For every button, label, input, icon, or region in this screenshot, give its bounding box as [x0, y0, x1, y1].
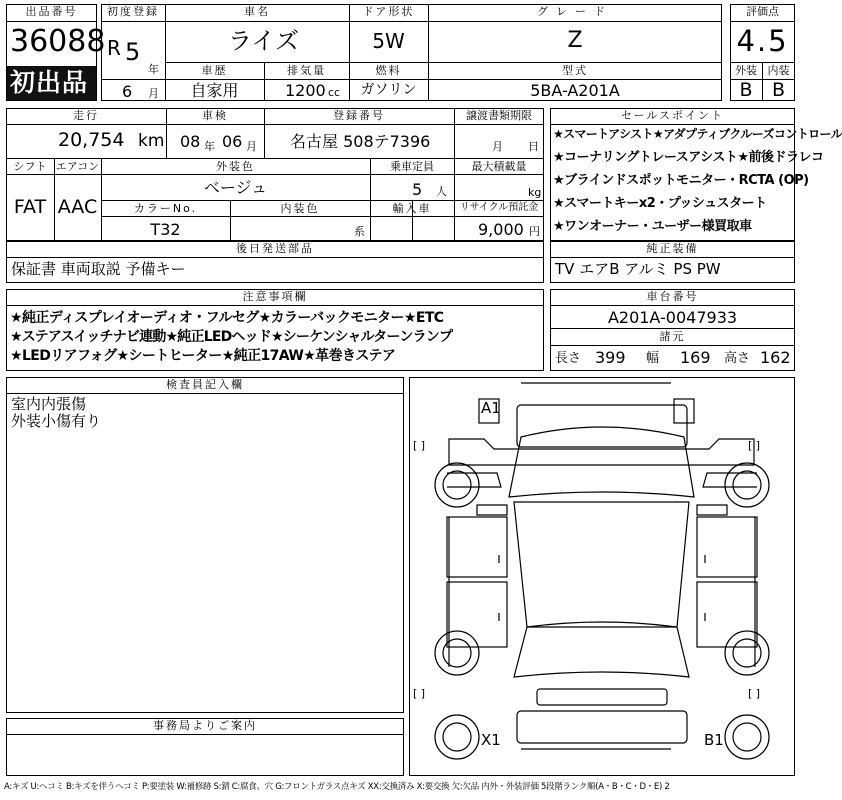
grade-label: グレード: [537, 5, 613, 18]
first-reg-label: 初度登録: [107, 5, 159, 18]
first-listing-text: 初出品: [10, 68, 89, 97]
color-no-label: カラーNo.: [133, 202, 198, 215]
lot-number-label: 出品番号: [25, 5, 78, 18]
recycle-fee: 9,000: [478, 220, 524, 239]
ext-color: ベージュ: [203, 178, 268, 197]
reg-year: 5: [125, 38, 141, 66]
note-line: ★純正ディスプレイオーディオ・フルセグ★カラーバックモニター★ETC: [10, 310, 444, 326]
inspection-month: 06: [222, 132, 243, 151]
reg-year-unit: 年: [148, 63, 159, 76]
fuel-label: 燃料: [375, 64, 402, 77]
mileage-unit: km: [138, 131, 165, 151]
inspector-note: 室内内張傷: [11, 395, 87, 413]
genuine-equipment-label: 純正装備: [646, 242, 699, 255]
door-label: ドア形状: [362, 5, 415, 18]
bracket-left-bottom: [ ]: [413, 687, 426, 700]
height-label: 高さ: [724, 351, 751, 366]
width: 169: [680, 348, 711, 367]
history-label: 車歴: [201, 64, 228, 77]
genuine-equipment: TV エアB アルミ PS PW: [555, 260, 721, 278]
capacity-label: 乗車定員: [390, 160, 434, 173]
mileage: 20,754: [58, 129, 125, 151]
shift: FAT: [13, 196, 47, 218]
chassis-number: A201A-0047933: [607, 308, 738, 327]
displacement-label: 排気量: [287, 64, 326, 77]
sales-point: ★スマートキーx2・プッシュスタート: [553, 196, 767, 211]
transfer-day-unit: 日: [528, 140, 539, 153]
reg-month-unit: 月: [148, 87, 159, 100]
int-color-unit: 系: [354, 225, 365, 238]
score-label: 評価点: [746, 5, 779, 18]
car-name: ライズ: [228, 27, 300, 55]
ext-grade: B: [739, 79, 753, 101]
ac-label: エアコン: [55, 160, 100, 173]
transfer-deadline-label: 譲渡書類期限: [466, 109, 532, 122]
length-label: 長さ: [555, 351, 582, 366]
fuel: ガソリン: [360, 82, 417, 98]
registration-label: 登録番号: [333, 109, 385, 122]
displacement-unit: cc: [328, 86, 341, 99]
inspection-year-unit: 年: [204, 140, 215, 153]
ac: AAC: [57, 196, 98, 218]
sales-point: ★コーナリングトレースアシスト★前後ドラレコ: [553, 150, 824, 165]
int-grade-label: 内装: [767, 64, 790, 77]
sales-point: ★ワンオーナー・ユーザー様買取車: [553, 219, 752, 234]
recycle-label: リサイクル預託金: [459, 202, 539, 213]
color-no: T32: [150, 220, 181, 239]
max-load-label: 最大積載量: [471, 160, 527, 173]
max-load-unit: kg: [528, 186, 542, 199]
grade: Z: [567, 28, 583, 53]
inspector-label: 検査員記入欄: [166, 378, 244, 391]
sales-point: ★ブラインドスポットモニター・RCTA (OP): [553, 173, 809, 188]
chassis-label: 車台番号: [646, 290, 699, 303]
door-type: 5W: [372, 29, 405, 53]
height: 162: [760, 348, 791, 367]
transfer-month-unit: 月: [492, 140, 503, 153]
reg-month: 6: [122, 82, 133, 101]
inspection-year: 08: [180, 132, 201, 151]
score: 4.5: [736, 24, 789, 58]
capacity-unit: 人: [436, 185, 447, 198]
era: R: [107, 36, 121, 60]
notes-label: 注意事項欄: [242, 290, 308, 303]
note-line: ★LEDリアフォグ★シートヒーター★純正17AW★革巻きステア: [10, 348, 396, 364]
inspector-note: 外装小傷有り: [11, 412, 102, 430]
mileage-label: 走行: [73, 109, 99, 122]
capacity: 5: [412, 180, 423, 199]
lot-number: 36088: [10, 24, 106, 59]
recycle-unit: 円: [529, 225, 540, 238]
diagram-label-b1: B1: [704, 731, 724, 749]
displacement: 1200: [285, 81, 326, 100]
shift-label: シフト: [13, 160, 47, 173]
ext-color-label: 外装色: [216, 160, 255, 173]
diagram-label-a1: A1: [481, 399, 501, 417]
bracket-left-top: [ ]: [413, 439, 426, 452]
bracket-right-bottom: [ ]: [748, 687, 761, 700]
sales-points-label: セールスポイント: [620, 109, 724, 122]
import-label: 輸入車: [392, 202, 432, 215]
car-diagram: [409, 377, 795, 776]
length: 399: [595, 348, 626, 367]
damage-legend: A:キズ U:ヘコミ B:キズを伴うヘコミ P:要塗装 W:補修跡 S:錆 C:腐食、穴 G:フロントガラス点キズ XX:交換済み X:要交換 欠:欠品 内外・外装評価 5段階ランク順(A・B・C・D・E) 2: [4, 782, 670, 792]
inspection-label: 車検: [202, 109, 228, 122]
spec-label: 諸元: [659, 330, 686, 343]
inspection-month-unit: 月: [246, 140, 257, 153]
bracket-right-top: [ ]: [748, 439, 761, 452]
note-line: ★ステアスイッチナビ連動★純正LEDヘッド★シーケンシャルターンランプ: [10, 329, 453, 345]
office-label: 事務局よりご案内: [153, 719, 257, 732]
int-color-label: 内装色: [280, 202, 320, 215]
int-grade: B: [771, 79, 786, 101]
parts-items: 保証書 車両取説 予備キー: [11, 260, 186, 278]
parts-label: 後日発送部品: [236, 242, 314, 255]
width-label: 幅: [646, 351, 660, 366]
registration-number: 名古屋 508テ7396: [290, 132, 431, 151]
history: 自家用: [190, 81, 239, 100]
model-code: 5BA-A201A: [530, 81, 620, 100]
diagram-label-x1: X1: [481, 731, 501, 749]
ext-grade-label: 外装: [735, 64, 757, 77]
car-name-label: 車名: [244, 5, 270, 18]
model-label: 型式: [562, 64, 588, 77]
sales-point: ★スマートアシスト★アダプティブクルーズコントロール: [553, 127, 842, 141]
